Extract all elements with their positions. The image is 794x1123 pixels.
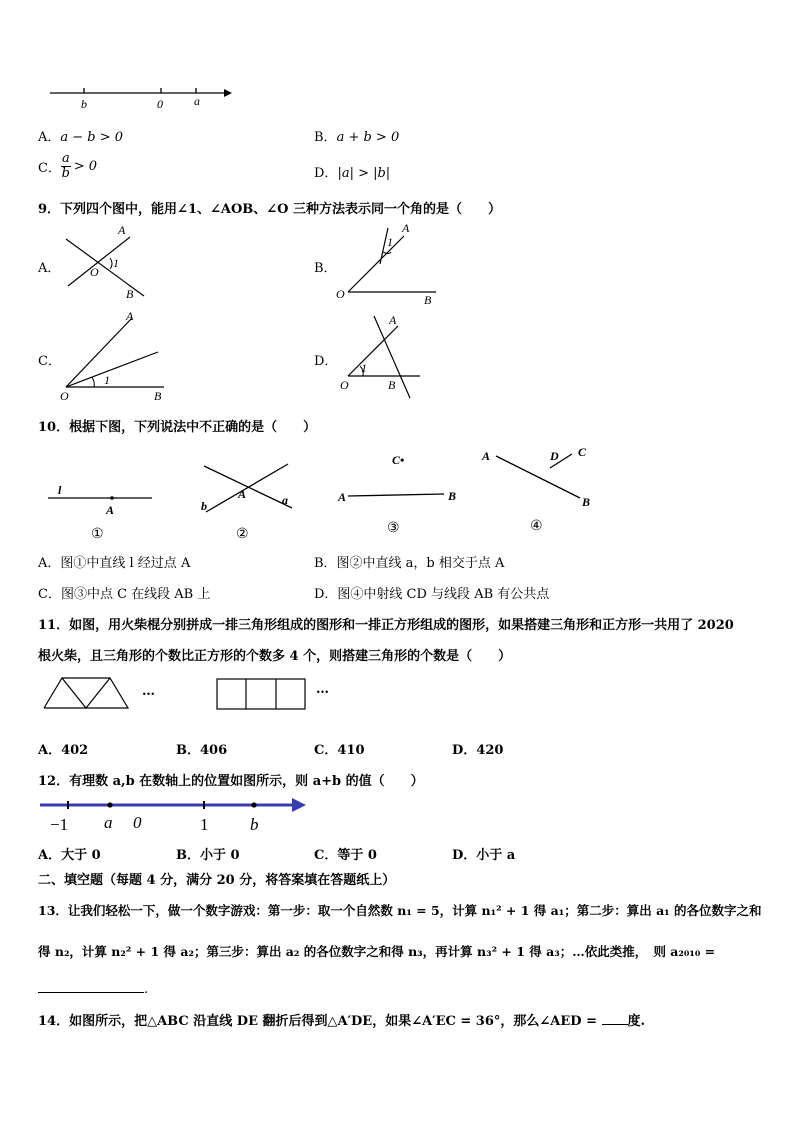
q10-option-a: A．图①中直线 l 经过点 A [38,556,191,571]
q10f3-label-a: A [338,490,347,504]
q12-stem: 12．有理数 a,b 在数轴上的位置如图所示，则 a+b 的值（ ） [38,774,424,789]
q8-fraction-numerator: a [61,151,70,166]
q11-option-d: D．420 [452,743,504,758]
section2-heading: 二、填空题（每题 4 分，满分 20 分，将答案填在答题纸上） [38,873,396,888]
q9d-label-b: B [388,378,396,392]
q9a-label-a: A [118,223,126,237]
q8-option-a-text: a − b > 0 [60,130,124,145]
q14-text-after: 度. [627,1014,646,1029]
q8-option-d [314,162,390,181]
q9b-label-o: O [336,287,345,301]
q9b-label-b: B [424,293,432,307]
q13-line2: 得 n₂，计算 n₂² + 1 得 a₂；第三步：算出 a₂ 的各位数字之和得 n₃，再计算 n₃² + 1 得 a₃；…依此类推， 则 a₂₀₁₀ = [38,944,716,959]
q11-option-a: A．402 [38,743,89,758]
q9c-label-b: B [154,389,162,403]
q9a-label-b: B [126,287,134,301]
q8-option-c-text: > 0 [73,159,98,174]
q9d-label-a: A [389,313,397,327]
q10f4-caption: ④ [530,519,543,534]
q8-option-a-letter: A． [38,130,61,145]
q9-figure-d [334,310,444,402]
q13-answer-blank[interactable] [38,978,144,993]
q13-line1: 13．让我们轻松一下，做一个数字游戏：第一步：取一个自然数 n₁ = 5，计算 n₁² + 1 得 a₁；第二步：算出 a₁ 的各位数字之和 [38,903,762,918]
q10f4-label-d: D [550,449,559,463]
q11-squares-ellipsis: … [316,682,329,697]
q10-stem: 10．根据下图，下列说法中不正确的是（ ） [38,420,317,435]
q10f3-caption: ③ [387,521,400,536]
q10f1-label-a: A [106,503,115,517]
q10f4-label-b: B [582,495,591,509]
q10f2-label-a-line: a [282,493,288,507]
q11-stem-line1: 11．如图，用火柴棍分别拼成一排三角形组成的图形和一排正方形组成的图形，如果搭建三角形和正方形一共用了 2020 [38,618,734,633]
q8-option-d-text: |a| > |b| [337,166,391,181]
q12-label-one: 1 [200,815,209,834]
q10f2-caption: ② [236,527,249,542]
q11-squares-figure [216,678,308,712]
q10-option-c: C．图③中点 C 在线段 AB 上 [38,587,211,602]
q11-triangles-figure [42,676,136,712]
q8-label-b: b [81,97,87,111]
q9d-label-1: 1 [361,361,367,375]
q8-option-b-text: a + b > 0 [336,130,400,145]
q8-option-a [38,126,123,145]
q8-number-line [46,82,246,112]
q10-figure-4 [480,440,604,536]
q12-option-d: D．小于 a [452,848,516,863]
q8-option-c-letter: C． [38,161,61,176]
q14-text-before: 14．如图所示，把△ABC 沿直线 DE 翻折后得到△A′DE，如果∠A′EC = 36°，那么∠AED = [38,1014,597,1029]
q12-option-b: B．小于 0 [176,848,240,863]
q12-label-b: b [250,815,259,834]
q11-triangles-ellipsis: … [142,684,155,699]
q10f1-caption: ① [91,527,104,542]
q9c-label-a: A [126,309,134,323]
q10f4-label-a: A [482,449,491,463]
q12-label-zero: 0 [133,813,142,832]
q12-option-c: C．等于 0 [314,848,377,863]
q8-option-d-letter: D． [314,166,338,181]
q9-option-a-letter: A． [38,261,61,276]
q10-option-d: D．图④中射线 CD 与线段 AB 有公共点 [314,587,550,602]
q9-figure-b [334,221,444,307]
q8-option-b-letter: B． [314,130,337,145]
q13-answer-end: . [144,982,149,997]
q13-answer-line [38,978,148,997]
q12-label-neg1: −1 [50,815,69,834]
q9-stem: 9．下列四个图中，能用∠1、∠AOB、∠O 三种方法表示同一个角的是（ ） [38,202,502,217]
q8-option-c [38,152,97,181]
q10-figure-2 [196,458,306,544]
q9b-label-a: A [402,221,410,235]
q9d-label-o: O [340,378,349,392]
q9b-label-1: 1 [387,235,393,249]
q12-option-a: A．大于 0 [38,848,101,863]
q8-label-zero: 0 [157,97,163,111]
q8-label-a: a [194,94,200,108]
q10-option-b: B．图②中直线 a，b 相交于点 A [314,556,505,571]
q9a-label-o: O [90,265,99,279]
q10f3-label-c: C• [392,453,405,467]
q9-figure-a [58,224,168,304]
q10f3-label-b: B [448,489,457,503]
q11-option-b: B．406 [176,743,228,758]
q9c-label-o: O [60,389,69,403]
q9-option-b-letter: B． [314,261,337,276]
q9-option-d-letter: D． [314,354,338,369]
q10f4-label-c: C [578,445,587,459]
q12-number-line [38,794,308,836]
q8-option-b [314,126,399,145]
q11-option-c: C．410 [314,743,365,758]
q14-line [38,1010,645,1029]
q9-option-c-letter: C． [38,354,61,369]
q10f2-label-a-point: A [238,487,247,501]
q9-figure-c [58,310,178,402]
q8-fraction-denominator: b [61,166,70,181]
q10f1-label-l: l [58,483,62,497]
q10f2-label-b: b [201,499,207,513]
q10-figure-1 [44,478,164,544]
q11-stem-line2: 根火柴，且三角形的个数比正方形的个数多 4 个，则搭建三角形的个数是（ ） [38,649,512,664]
q14-answer-blank[interactable] [602,1011,628,1025]
q9c-label-1: 1 [104,373,110,387]
q9a-label-1: 1 [113,256,119,270]
q8-option-c-fraction [61,152,71,181]
q12-label-a: a [104,813,113,832]
q10-figure-3 [336,448,466,540]
